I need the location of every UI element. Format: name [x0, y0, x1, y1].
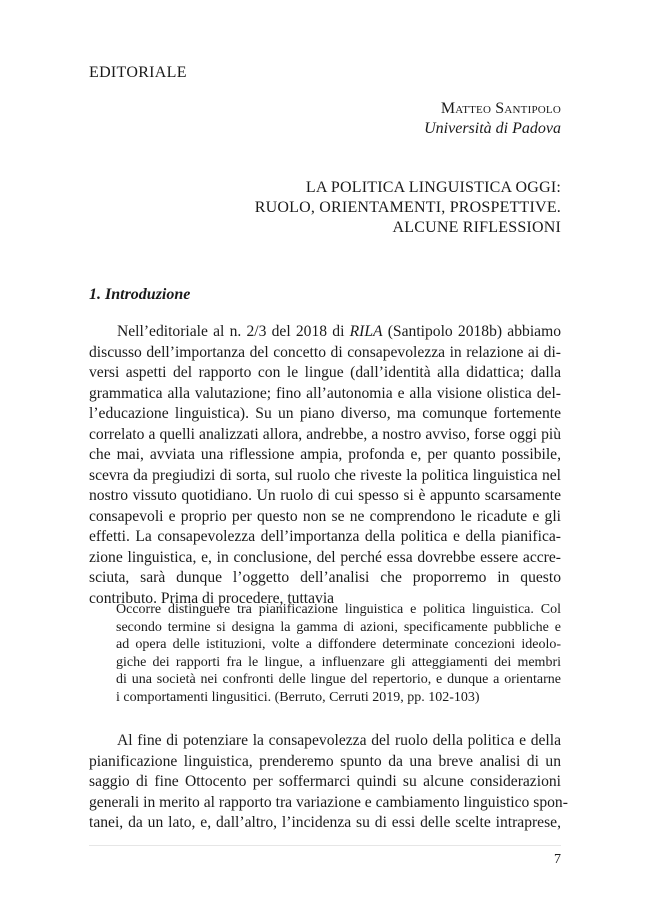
- paragraph-line: nostro vissuto quotidiano. Un ruolo di cui spesso si è appunto scarsamente: [89, 487, 561, 504]
- paragraph-line: correlato a quelli analizzati allora, andrebbe, a nostro avviso, forse oggi più: [89, 425, 561, 443]
- paragraph-line: che mai, avviata una riflessione ampia, profonda e, per quanto possibile,: [89, 446, 561, 463]
- title-line: LA POLITICA LINGUISTICA OGGI:: [305, 179, 561, 196]
- footer-divider: [89, 845, 561, 846]
- paragraph-line: discusso dell’importanza del concetto di consapevolezza in relazione ai di-: [89, 343, 561, 361]
- quote-line: secondo termine si designa la gamma di azioni, specificamente pubbliche e: [116, 619, 561, 635]
- article-title: [255, 178, 561, 238]
- paragraph-line: tanei, da un lato, e, dall’altro, l’incidenza su di essi delle scelte intraprese,: [89, 814, 561, 831]
- title-line: RUOLO, ORIENTAMENTI, PROSPETTIVE.: [254, 199, 561, 216]
- quote-line: Occorre distinguere tra pianificazione linguistica e politica linguistica. Col: [116, 602, 561, 617]
- paragraph-line: Al fine di potenziare la consapevolezza del ruolo della politica e della: [117, 732, 561, 749]
- paragraph-line: versi aspetti del rapporto con le lingue (dall’identità alla didattica; dalla: [89, 364, 561, 381]
- quote-line: giche dei rapporti fra le lingue, a influenzare gli atteggiamenti dei membri: [116, 654, 561, 670]
- paragraph-continuation: [89, 731, 568, 834]
- paragraph-line: pianificazione linguistica, prenderemo spunto da una breve analisi di un: [89, 752, 561, 770]
- quote-line: ad opera delle istituzioni, volte a diffondere determinate concezioni ideolo-: [116, 637, 561, 653]
- section-heading: 1. Introduzione: [89, 286, 191, 303]
- journal-name: RILA: [349, 323, 383, 340]
- author-block: [424, 99, 561, 139]
- paragraph-line: grammatica alla valutazione; fino all’autonomia e alla visione olistica del-: [89, 384, 561, 402]
- paragraph-line: saggio di fine Ottocento per soffermarci quindi su alcune considerazioni: [89, 773, 561, 790]
- quote-line: i comportamenti lingusitici. (Berruto, Cerruti 2019, pp. 102-103): [116, 689, 480, 705]
- title-line: ALCUNE RIFLESSIONI: [392, 219, 561, 236]
- paragraph-line: scevra da pregiudizi di sorta, sul ruolo che riveste la politica linguistica nel: [89, 466, 561, 484]
- author-name: Matteo Santipolo: [440, 100, 561, 117]
- paragraph-line: [89, 322, 561, 343]
- paragraph-introduction: [89, 322, 561, 609]
- page-number: 7: [554, 852, 561, 867]
- paragraph-line: generali in merito al rapporto tra variazione e cambiamento linguistico spon-: [89, 793, 568, 811]
- quote-line: di una società nei confronti delle lingue del repertorio, e dunque a orientarne: [116, 672, 561, 688]
- block-quote: [116, 601, 561, 707]
- paragraph-line: zione linguistica, e, in conclusione, del perché essa dovrebbe essere accre-: [89, 548, 561, 566]
- text-run: Nell’editoriale al n. 2/3 del 2018 di: [117, 323, 350, 340]
- text-run: (Santipolo 2018b) abbiamo: [382, 323, 561, 340]
- section-label: EDITORIALE: [89, 64, 187, 81]
- paragraph-line: effetti. La consapevolezza dell’importanza della politica e della pianifica-: [89, 528, 561, 545]
- paragraph-line: l’educazione linguistica). Su un piano diverso, ma comunque fortemente: [89, 405, 561, 422]
- author-affiliation: Università di Padova: [424, 120, 561, 137]
- paragraph-line: contributo. Prima di procedere, tuttavia: [89, 589, 335, 607]
- paragraph-line: sciuta, sarà dunque l’oggetto dell’analisi che proporremo in questo: [89, 569, 561, 586]
- paragraph-line: consapevoli e proprio per questo non se ne comprendono le ricadute e gli: [89, 507, 561, 525]
